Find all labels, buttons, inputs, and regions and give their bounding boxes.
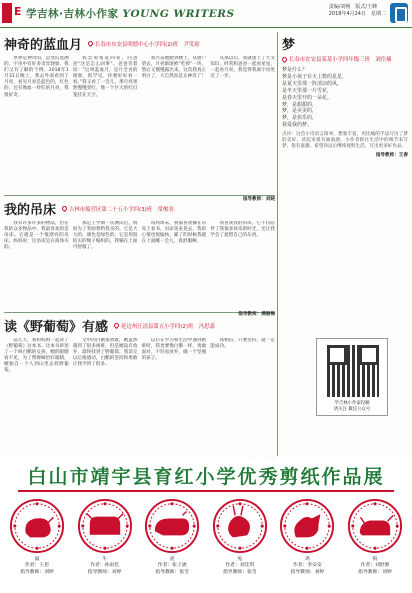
papercut-gallery xyxy=(6,498,406,578)
paragraph: 文中的白鹅很勇敢，她虽然遇到了很多困难，但是她没有放弃，最终找到了野葡萄。我读完以后很感动，白鹅的坚持和勇敢让我学到了很多。 xyxy=(72,338,138,368)
qr-caption: 学吉林小作家投稿 请关注 微信公众号 xyxy=(333,401,371,412)
article-title: 我的吊床 xyxy=(4,203,57,218)
papercut-title: 牛 xyxy=(102,557,107,562)
papercut-exhibition xyxy=(0,458,412,593)
newspaper-logo-icon xyxy=(390,3,408,23)
date-line: 2018年4月24日 星期二 xyxy=(328,11,386,17)
poem-line: 是春天里开的一朵花。 xyxy=(282,94,333,101)
papercut-author: 作者：张子涵 xyxy=(157,563,187,569)
poem-line: 梦，是美美的， xyxy=(282,108,318,115)
section-title xyxy=(26,6,235,21)
paragraph: 世界是神奇的，是变幻莫测的。宇宙中有好多奇异现象，我们又有了解的个例。2018年1月31日晚上，我去外面看到了月亮，看见月亮是蓝色的，红色的，还有像血一样红的月亮，我很好奇。 xyxy=(4,56,69,98)
papercut-item xyxy=(74,498,136,578)
paragraph: 以后在学习和生活中遇到困难时，我也要像白鹅一样，勇敢面对，不轻易放弃，做一个坚强的孩子。 xyxy=(141,338,207,362)
teacher-signature: 指导教师：满丽梅 xyxy=(238,312,275,317)
masthead xyxy=(0,0,412,28)
article-dream xyxy=(282,34,408,158)
article-grapes xyxy=(4,316,275,464)
papercut-caption xyxy=(20,557,54,576)
section-name: 学吉林·吉林小作家 xyxy=(26,8,119,20)
location-pin-icon xyxy=(61,205,68,212)
paragraph: 我急匆匆赶回家，问爸爸“这是怎么回事”。爸爸笑着说：“这叫蓝血月，是月全食的现象，很罕见，你要好好看一看。”我又看了一会儿，那月亮果然慢慢变红，像一个巨大的红灯笼挂在天空。 xyxy=(72,56,138,98)
section-name-en: YOUNG WRITERS xyxy=(122,8,235,20)
papercut-title: 兔 xyxy=(237,557,243,562)
paragraph: 那是上学期一次测试后，妈妈为了奖励我给我买的。它是大大的，颜色是绿色的，它是用很结实的绳子编织的，我躺在上面可舒服了。 xyxy=(72,221,138,251)
papercut-teacher: 指导教师：张雪 xyxy=(222,569,257,575)
issue-meta xyxy=(329,4,386,18)
papercut-author: 作者：王思 xyxy=(25,563,49,569)
article-title: 读《野葡萄》有感 xyxy=(4,320,109,335)
poem-line: 梦，是快乐的， xyxy=(282,115,318,122)
papercut-image xyxy=(212,498,268,554)
article-byline: 吉林市船营区第二十五小学四(3)班 常俊羽 xyxy=(62,205,174,213)
papercut-teacher: 指导教师：刘婷 xyxy=(20,569,54,575)
paragraph: 从那以后，我就迷上了天文知识，经常和爸爸一起看星星，一起看月亮，我觉得我离宇宙更近了一步。 xyxy=(210,56,275,80)
papercut-caption xyxy=(88,557,122,576)
article-byline: 延边州汪清县第五小学四(2)班 冯思嘉 xyxy=(114,322,215,330)
teacher-comment: 点评：这首小诗语言简单，想象丰富，用比喻的手法写出了梦的美好，读起来很有画面感。小作者抓住生活中的细节来写梦，很有童趣。希望你以后继续观察生活，写出更多好作品。 xyxy=(282,132,408,150)
teacher-signature: 指导教师：王春 xyxy=(375,153,408,159)
article-lantern xyxy=(4,34,275,202)
poem-line: 我爱我的梦。 xyxy=(282,122,313,129)
papercut-item xyxy=(209,498,271,578)
poem-line: 是冬天里那一片雪花， xyxy=(282,87,333,94)
papercut-image xyxy=(9,498,65,554)
papercut-teacher: 指导教师：刘婷 xyxy=(358,569,392,575)
qr-code-panel[interactable] xyxy=(316,338,388,416)
article-hammock xyxy=(4,199,275,317)
poem-line: 是夏天里那一阵清凉的风， xyxy=(282,80,343,87)
article-title: 神奇的蓝血月 xyxy=(4,38,83,53)
papercut-author: 作者：李安安 xyxy=(292,563,322,569)
papercut-teacher: 指导教师：张雪 xyxy=(155,569,189,575)
paragraph: 我喜欢我的吊床，它不仅陪伴了我很多快乐的时光，还让我学会了爱惜自己的东西。 xyxy=(210,221,275,239)
paragraph: 我兴奋地跑到楼上，从窗户望去，月亮渐渐被“吃掉”一块，然后又慢慢露出来。这次我真正明白了，大自然真是太神奇了！ xyxy=(141,56,207,80)
paragraph: 每到周末，我都喜欢躺在吊床上看书。吊床晃来晃去，我的心情也很愉快。累了的时候我就在上面睡一会儿，真舒服啊。 xyxy=(141,221,207,245)
papercut-title: 鸡 xyxy=(304,557,310,562)
papercut-title: 虎 xyxy=(169,557,175,562)
article-byline: 长春市东安县明德中心小学四(2)班 尹笑琼 xyxy=(88,40,200,48)
poem-line: 梦是小孩子在天上数的星星， xyxy=(282,73,348,80)
qr-code-icon[interactable] xyxy=(327,345,379,397)
papercut-caption xyxy=(291,557,325,576)
papercut-caption xyxy=(358,557,392,576)
papercut-teacher: 指导教师：刘婷 xyxy=(290,569,325,575)
papercut-title: 狗 xyxy=(372,557,378,562)
article-body xyxy=(4,338,275,456)
papercut-item xyxy=(344,498,406,578)
papercut-caption xyxy=(223,557,257,576)
papercut-author: 作者：刘舒源 xyxy=(360,563,390,569)
poem-line: 梦，是甜甜的， xyxy=(282,101,318,108)
papercut-image xyxy=(77,498,133,554)
location-pin-icon xyxy=(87,40,94,47)
papercut-item xyxy=(141,498,203,578)
location-pin-icon xyxy=(113,322,120,329)
exhibition-title: 白山市靖宇县育红小学优秀剪纸作品展 xyxy=(27,466,385,488)
poem-line: 梦是什么？ xyxy=(282,67,308,73)
paragraph: 我有许多许多的物品，但在我的众多物品中，我最喜欢的是吊床。它就是一个很漂亮的吊床。妈妈说：这吊床是在商场买的。 xyxy=(4,221,69,251)
papercut-author: 作者：刘佳琪 xyxy=(225,563,255,569)
paragraph: 我相信，只要坚持，就一定能成功。 xyxy=(210,338,275,350)
teacher-signature: 指导教师：刘晓 xyxy=(242,197,275,202)
article-body xyxy=(4,221,275,309)
editor-line: 责编/刘畅 版式/王峰 xyxy=(328,4,378,10)
papercut-caption xyxy=(155,557,189,576)
location-pin-icon xyxy=(281,55,288,62)
article-byline: 长春市农安县某某小学四年级三班 刘佳楠 xyxy=(282,55,408,63)
paragraph: 前几天，我和妈妈一起读了《野葡萄》这本书。这本书讲述了一个叫白鹅的女孩，她的眼睛看不见，为了帮婶婶治好眼睛，她独自一个人到山里去找野葡萄。 xyxy=(4,338,69,374)
papercut-item xyxy=(6,498,68,578)
exhibition-rule xyxy=(18,490,394,492)
papercut-image xyxy=(279,498,335,554)
papercut-author: 作者：孙雨佳 xyxy=(90,563,119,569)
section-tag xyxy=(2,3,12,23)
page-number: E xyxy=(14,5,22,18)
column-divider xyxy=(277,32,278,456)
papercut-title: 鼠 xyxy=(34,557,40,562)
papercut-teacher: 指导教师：刘婷 xyxy=(87,569,122,575)
papercut-image xyxy=(347,498,403,554)
article-title: 梦 xyxy=(282,38,296,53)
article-body xyxy=(4,56,275,194)
poem-body xyxy=(282,67,408,129)
papercut-item xyxy=(276,498,338,578)
papercut-image xyxy=(144,498,200,554)
